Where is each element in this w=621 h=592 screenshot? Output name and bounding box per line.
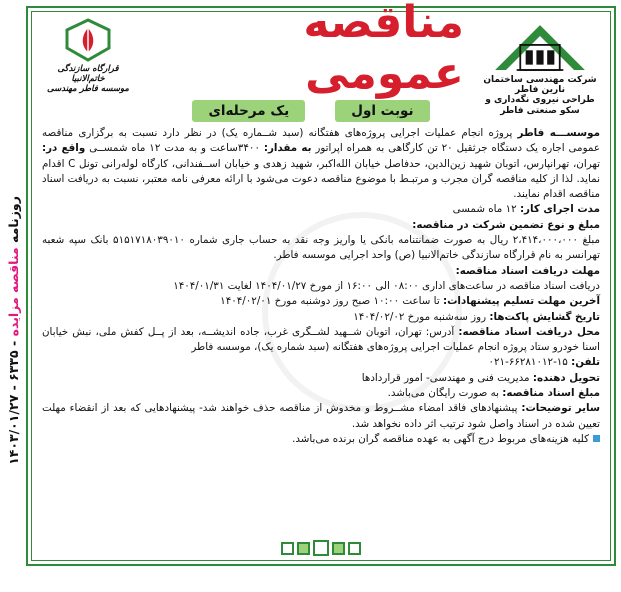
ornament-square [297,542,310,555]
guarantee-paragraph: مبلغ ۲،۴۱۴،۰۰۰،۰۰۰ ریال به صورت ضمانتنامه بانکی یا واریز وجه نقد به حساب جاری شماره ۵۱۵۱۷۱۸۰۳۹۰۱۰ بانک سپه شعبه تهرانسر به نام قرارگاه سازندگی خاتم‌الانبیا (ص) واحد اجرایی موسسه فاطر. [42,234,601,262]
amount-text: ۳۴۰۰ساعت و به مدت ۱۲ ماه شمســی [85,142,264,155]
deadline-label: مهلت دریافت اسناد مناقصه: [455,264,600,277]
opening-value: روز سه‌شنبه مورخ ۱۴۰۴/۰۲/۰۲ [353,310,490,323]
guarantee-label: مبلغ و نوع تضمین شرکت در مناقصه: [412,218,600,231]
delivery-value: مدیریت فنی و مهندسی- امور قراردادها [361,371,533,384]
notice-header [38,0,604,124]
notice-title: مناقصه عمومی [303,0,464,99]
opening-label: تاریخ گشایش پاکت‌ها: [489,310,600,323]
delivery-line [42,371,600,386]
stage-badge: یک مرحله‌ای [192,100,305,122]
phone-line [42,355,600,370]
intro-paragraph [42,126,600,202]
notice-frame [26,0,616,566]
submission-label: آخرین مهلت تسلیم پیشنهادات: [442,295,600,308]
intro-text: پروژه انجام عملیات اجرایی پروژه‌های هفتگانه (سبد شــماره یک) در نظر دارد نسبت به برگزاری مناقصه عمومی اجاره یک دستگاه جرثقیل ۲۰ تن کارگاهی به همراه اپراتور [42,127,600,155]
square-bullet-icon [593,435,600,442]
final-note: کلیه هزینه‌های مربوط درج آگهی به عهده مناقصه گران برنده می‌باشد. [292,432,589,445]
deadline-paragraph: دریافت اسناد مناقصه در ساعت‌های اداری ۰۸:۰۰ الی ۱۶:۰۰ از مورخ ۱۴۰۴/۰۱/۲۷ لغایت ۱۴۰۴/۰۱/۳۱ [173,279,600,292]
final-note-line [42,432,600,447]
side-caption [4,150,22,510]
duration-label: مدت اجرای کار: [519,203,600,216]
notes-value: پیشنهادهای فاقد امضاء مشــروط و مخدوش از مناقصه حذف خواهند شد- پیشنهادهایی که بعد از انقضاء مهلت تعیین شده در اسناد واصل شود ترتیب اثر داده نخواهد شد. [42,402,600,430]
notes-paragraph [42,401,600,432]
notice-frame-inner [31,0,611,561]
hq-caption: قرارگاه سازندگی خاتم‌الانبیا موسسه فاطر مهندسی [47,64,129,95]
deadline-heading [42,264,600,279]
doc-price-line [42,386,600,401]
duration-value: ۱۲ ماه شمسی [452,203,520,216]
docs-place-label: محل دریافت اسناد مناقصه: [458,325,600,338]
delivery-label: تحویل دهنده: [532,371,600,384]
round-badge: نوبت اول [335,100,429,122]
notice-tags [158,100,464,122]
emblem-icon [63,18,113,62]
phone-label: تلفن: [571,356,600,369]
company-logo-icon [484,18,596,74]
docs-place-value: آدرس: تهران، اتوبان شــهید لشــگری غرب، جاده اندیشــه، بعد از پــل کفش ملی، نبش خیابان اسنا خودرو ستاد پروژه انجام عملیات اجرایی پروژه‌های هفتگانه (سبد شماره یک)، موسسه فاطر [42,325,600,354]
notice-body [42,126,600,447]
location-text: تهران، تهرانپارس، اتوبان شهید زین‌الدین، حدفاصل خیابان الله‌اکبر، شهید زهدی و خیابان اســفندانی، کارگاه لوله‌رانی تونل C اقدام نماید. لذا از کلیه مناقصه گران مجرب و مرتبـط با موضوع مناقصه دعوت می‌شود با ارائه معرفی نامه معتبر، نسبت به دریافت اسناد مناقصه اقدام نمایند. [42,157,600,201]
amount-label: به مقدار: [263,142,312,155]
company-caption: شرکت مهندسی ساختمان نارین فاطر طراحی نیروی نگه‌داری و سکو صنعتی فاطر [483,74,597,116]
ornament-square [313,540,329,556]
doc-price-label: مبلغ اسناد مناقصه: [502,387,600,400]
side-caption-brand: مناقصه مزایده [5,246,21,336]
company-logo [480,18,600,116]
submission-line [42,294,600,309]
side-caption-text [6,196,21,465]
side-caption-issue: - ۶۳۳۵ - ۱۴۰۳/۰۱/۲۷ [5,340,21,465]
ornament-square [281,542,294,555]
notes-label: سایر توضیحات: [521,402,601,415]
docs-place-paragraph [42,325,600,356]
opening-line [42,310,600,325]
location-label: واقع در: [42,142,86,155]
phone-value: ۱۵-۶۶۲۸۱۰۱۲-۰۲۱ [488,356,572,369]
ornament-square [332,542,345,555]
doc-price-value: به صورت رایگان می‌باشد. [387,387,503,400]
ornament-square [348,542,361,555]
hq-emblem [42,18,134,122]
footer-ornament [32,538,610,558]
intro-lead: موسســـه فاطر [517,127,600,139]
guarantee-heading [42,218,600,233]
submission-value: تا ساعت ۱۰:۰۰ صبح روز دوشنبه مورخ ۱۴۰۴/۰۲/۰۱ [220,295,443,308]
side-caption-prefix: روزنامه [5,195,21,243]
duration-line [42,202,600,217]
